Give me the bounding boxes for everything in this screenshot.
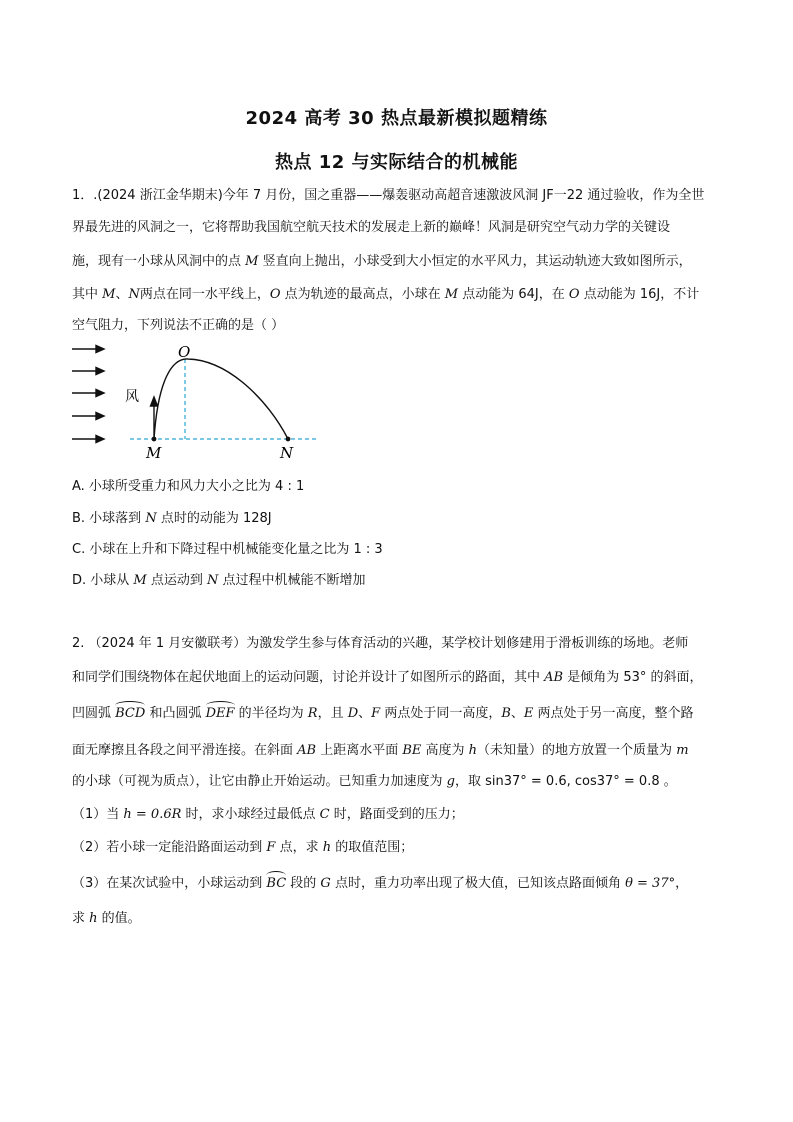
label-wind: 风 (125, 389, 139, 405)
q2-line-4 (72, 739, 689, 758)
arc-bcd: BCD (115, 706, 146, 721)
q1-line-2: 界最先进的风洞之一，它将帮助我国航空航天技术的发展走上新的巅峰！风洞是研究空气动力学的关键设 (72, 220, 671, 235)
q2-var-be: BE (402, 743, 422, 758)
trajectory-figure (68, 340, 328, 465)
q2-sub-3 (72, 872, 688, 891)
q2-text: 的半径均为 (234, 706, 308, 721)
option-text: 点运动到 (146, 573, 207, 588)
q2-text: ，取 sin37° = 0.6, cos37° = 0.8 。 (454, 774, 677, 789)
option-d (72, 569, 366, 588)
q2-text: 点时，重力功率出现了极大值，已知该点路面倾角 (330, 876, 626, 891)
q2-var-g: G (320, 876, 331, 891)
q2-text: 两点处于同一高度， (380, 706, 502, 721)
q2-var-ab: AB (297, 743, 317, 758)
q2-text: ， (675, 876, 689, 891)
q1-var-n: N (128, 287, 140, 302)
q2-text: 时，求小球经过最低点 (181, 807, 320, 822)
option-var-n: N (207, 573, 219, 588)
q1-line-3 (72, 250, 692, 269)
option-text: 点过程中机械能不断增加 (218, 573, 366, 588)
q2-sub-3-line-2 (72, 907, 141, 926)
q1-text: 、 (115, 287, 129, 302)
q2-text: 和同学们围绕物体在起伏地面上的运动问题，讨论并设计了如图所示的路面，其中 (72, 670, 545, 685)
option-var-m: M (133, 573, 147, 588)
q2-var-g: g (446, 774, 455, 789)
q2-eq: h = 0.6R (123, 807, 182, 822)
q2-var-c: C (319, 807, 330, 822)
q2-line-1: 2. （2024 年 1 月安徽联考）为激发学生参与体育活动的兴趣，某学校计划修建用于滑板训练的场地。老师 (72, 636, 689, 651)
q1-text: 点动能为 64J，在 (458, 287, 569, 302)
q2-text: 求 (72, 911, 90, 926)
q2-line-3 (72, 702, 694, 721)
q2-var-d: D (347, 706, 359, 721)
option-c: C. 小球在上升和下降过程中机械能变化量之比为 1 : 3 (72, 542, 383, 557)
option-b (72, 507, 272, 526)
q1-text: 竖直向上抛出，小球受到大小恒定的水平风力，其运动轨迹大致如图所示， (258, 254, 692, 269)
q1-text: 点为轨迹的最高点，小球在 (280, 287, 445, 302)
q2-text: （未知量）的地方放置一个质量为 (477, 743, 677, 758)
point-n (286, 437, 291, 442)
q2-var-h: h (322, 840, 332, 855)
q2-line-2 (72, 666, 703, 685)
q2-text: 的取值范围； (331, 840, 414, 855)
arc-def: DEF (205, 706, 235, 721)
q1-text: 施，现有一小球从风洞中的点 (72, 254, 246, 269)
q2-var-m: m (676, 743, 689, 758)
q2-var-ab: AB (544, 670, 564, 685)
option-text: 点时的动能为 128J (156, 511, 272, 526)
q1-text: 其中 (72, 287, 103, 302)
q2-text: 、 (358, 706, 372, 721)
q2-var-f: F (371, 706, 381, 721)
q2-text: 面无摩擦且各段之间平滑连接。在斜面 (72, 743, 298, 758)
page-title: 2024 高考 30 热点最新模拟题精练 (245, 108, 548, 129)
q1-line-4 (72, 283, 699, 302)
q2-text: （2）若小球一定能沿路面运动到 (72, 840, 267, 855)
q2-var-r: R (307, 706, 318, 721)
q2-text: 高度为 (421, 743, 469, 758)
label-n: N (280, 444, 294, 462)
q1-var-o: O (568, 287, 580, 302)
q2-text: 、 (510, 706, 524, 721)
q2-text: （3）在某次试验中，小球运动到 (72, 876, 267, 891)
q1-var-m: M (245, 254, 259, 269)
option-text: D. 小球从 (72, 573, 134, 588)
q2-text: 和凸圆弧 (145, 706, 206, 721)
q2-var-h: h (468, 743, 478, 758)
q2-eq-theta: θ = 37° (625, 876, 676, 891)
q1-var-m: M (444, 287, 459, 302)
q2-text: 凹圆弧 (72, 706, 116, 721)
q2-text: 的值。 (97, 911, 141, 926)
q2-sub-2 (72, 836, 413, 855)
q2-var-f: F (266, 840, 276, 855)
q2-var-e: E (523, 706, 534, 721)
q2-text: 是倾角为 53° 的斜面， (563, 670, 703, 685)
option-text: B. 小球落到 (72, 511, 146, 526)
q2-text: 两点处于另一高度，整个路 (533, 706, 694, 721)
wind-arrows (72, 346, 104, 443)
q2-text: 段的 (286, 876, 321, 891)
page-subtitle: 热点 12 与实际结合的机械能 (274, 152, 519, 173)
q2-text: 上距离水平面 (316, 743, 403, 758)
option-a: A. 小球所受重力和风力大小之比为 4 : 1 (72, 479, 305, 494)
q2-text: （1）当 (72, 807, 124, 822)
q1-var-m: M (102, 287, 116, 302)
q2-var-h: h (89, 911, 98, 926)
q2-line-5 (72, 770, 677, 789)
trajectory-curve (154, 359, 288, 439)
q2-var-b: B (501, 706, 511, 721)
q1-var-o: O (269, 287, 281, 302)
q2-text: ，且 (317, 706, 348, 721)
point-m (152, 437, 157, 442)
q1-text: 两点在同一水平线上， (139, 287, 270, 302)
q1-line-5: 空气阻力，下列说法不正确的是（ ） (72, 318, 285, 333)
q1-text: 点动能为 16J，不计 (579, 287, 700, 302)
label-m: M (146, 444, 162, 462)
q2-text: 的小球（可视为质点），让它由静止开始运动。已知重力加速度为 (72, 774, 447, 789)
arc-bc: BC (266, 876, 287, 891)
q2-text: 时，路面受到的压力； (329, 807, 464, 822)
label-o: O (178, 343, 191, 361)
q1-line-1: 1．.(2024 浙江金华期末)今年 7 月份，国之重器——爆轰驱动高超音速激波风洞 JF一22 通过验收，作为全世 (72, 188, 705, 203)
q2-sub-1 (72, 803, 464, 822)
option-var-n: N (145, 511, 157, 526)
q2-text: 点，求 (275, 840, 323, 855)
